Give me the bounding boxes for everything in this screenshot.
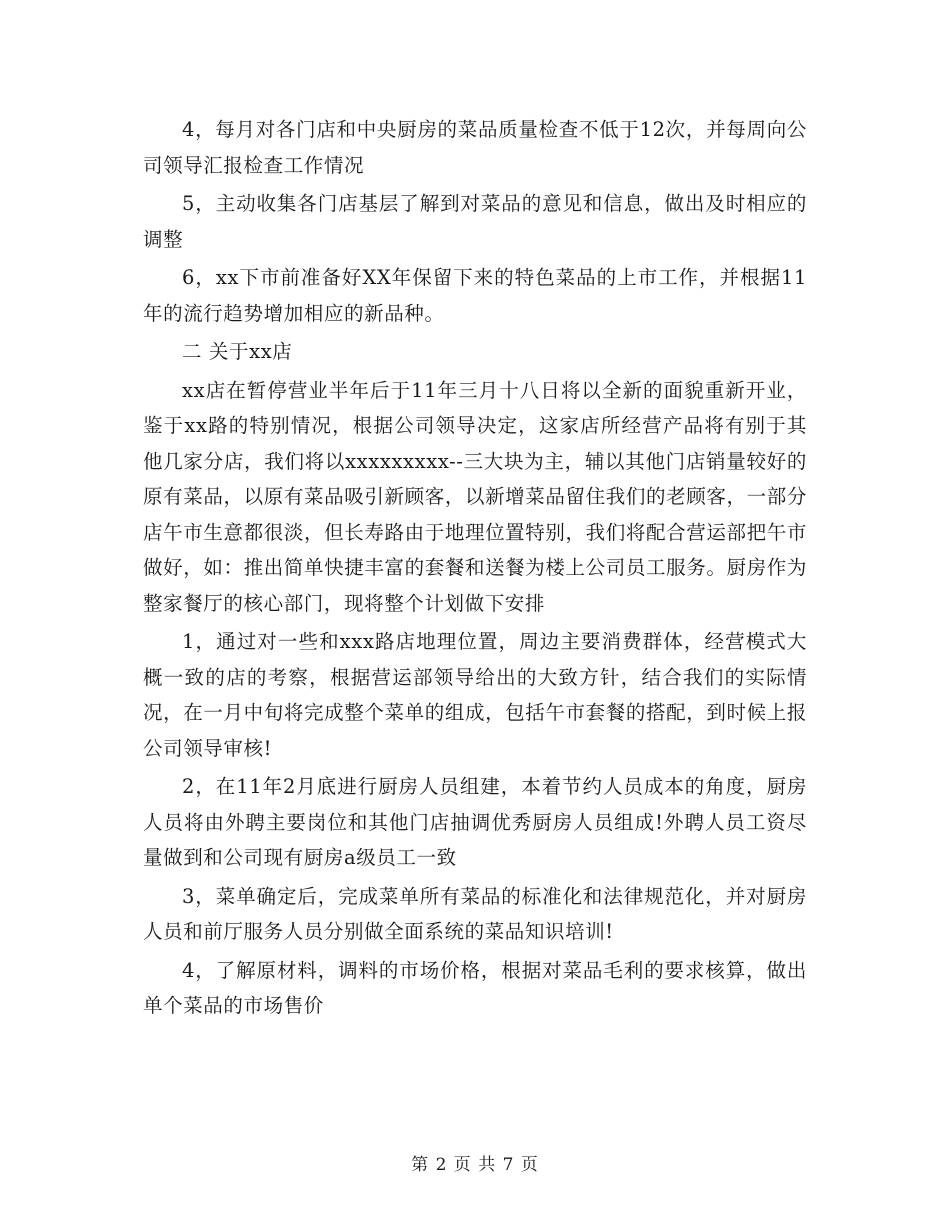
plan-item-2: 2，在11年2月底进行厨房人员组建，本着节约人员成本的角度，厨房人员将由外聘主要岗位和其他门店抽调优秀厨房人员组成!外聘人员工资尽量做到和公司现有厨房a级员工一致 <box>143 775 807 869</box>
paragraph-item-4: 4，每月对各门店和中央厨房的菜品质量检查不低于12次，并每周向公司领导汇报检查工作情况 <box>143 118 807 177</box>
section-heading: 二 关于xx店 <box>182 340 293 363</box>
plan-item-1: 1，通过对一些和xxx路店地理位置，周边主要消费群体，经营模式大概一致的店的考察，根据营运部领导给出的大致方针，结合我们的实际情况，在一月中旬将完成整个菜单的组成，包括午市套餐的搭配，到时候上报公司领导审核! <box>143 630 807 760</box>
document-body <box>143 112 807 1024</box>
paragraph-item-6: 6，xx下市前准备好XX年保留下来的特色菜品的上市工作，并根据11年的流行趋势增加相应的新品种。 <box>143 266 807 325</box>
section-intro-paragraph: xx店在暂停营业半年后于11年三月十八日将以全新的面貌重新开业，鉴于xx路的特别情况，根据公司领导决定，这家店所经营产品将有别于其他几家分店，我们将以xxxxxxxxx--三大块为主，辅以其他门店销量较好的原有菜品，以原有菜品吸引新顾客，以新增菜品留住我们的老顾客，一部分店午市生意都很淡，但长寿路由于地理位置特别，我们将配合营运部把午市做好，如：推出简单快捷丰富的套餐和送餐为楼上公司员工服务。厨房作为整家餐厅的核心部门，现将整个计划做下安排 <box>143 378 807 615</box>
page-footer <box>0 1150 950 1175</box>
page-number-label: 第 2 页 共 7 页 <box>411 1155 539 1175</box>
plan-item-3: 3，菜单确定后，完成菜单所有菜品的标准化和法律规范化，并对厨房人员和前厅服务人员分别做全面系统的菜品知识培训! <box>143 884 807 943</box>
plan-item-4: 4，了解原材料，调料的市场价格，根据对菜品毛利的要求核算，做出单个菜品的市场售价 <box>143 958 807 1017</box>
paragraph-item-5: 5，主动收集各门店基层了解到对菜品的意见和信息，做出及时相应的调整 <box>143 192 807 251</box>
